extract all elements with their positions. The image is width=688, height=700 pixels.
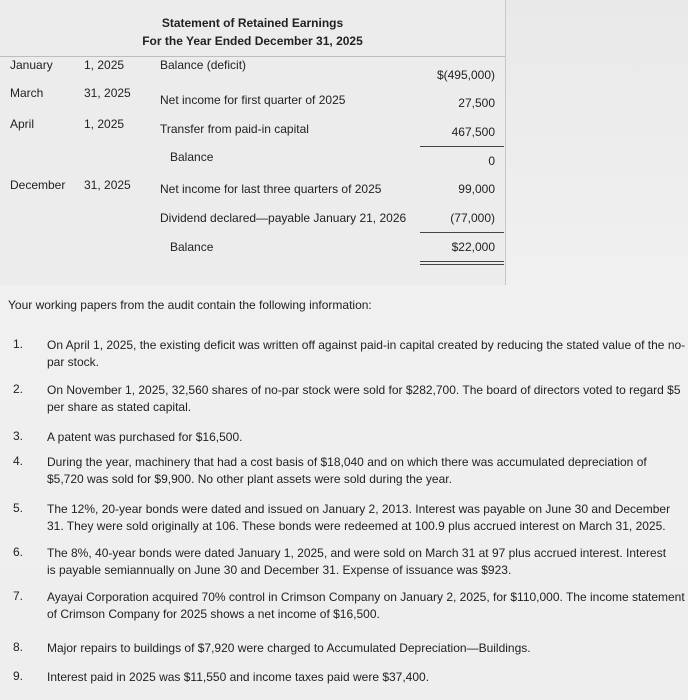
row-description: Net income for first quarter of 2025 [160, 93, 346, 107]
subtotal-rule [420, 232, 504, 233]
row-month: April [10, 117, 35, 131]
total-double-rule [420, 261, 504, 265]
item-text: On April 1, 2025, the existing deficit was written off against paid-in capital created by reducing the stated value of the no-par stock. [47, 338, 686, 369]
row-description: Net income for last three quarters of 2025 [160, 182, 382, 196]
item-number: 2. [13, 382, 24, 396]
row-month: January [10, 58, 53, 72]
row-amount: 99,000 [458, 182, 495, 196]
item-number: 3. [13, 429, 24, 443]
item-number: 9. [13, 669, 24, 683]
item-text: Ayayai Corporation acquired 70% control in Crimson Company on January 2, 2025, for $110,000. The income statement of Crimson Company for 2025 shows a net income of $16,500. [47, 590, 685, 621]
statement-row [0, 211, 505, 231]
item-number: 7. [13, 589, 24, 603]
statement-amount-row [0, 68, 505, 88]
statement-title: Statement of Retained Earnings [161, 16, 344, 30]
item-number: 8. [13, 640, 24, 654]
statement-row [0, 240, 505, 260]
item-text: During the year, machinery that had a cost basis of $18,040 and on which there was accumulated depreciation of $5,720 was sold for $9,900. No other plant assets were sold during the year. [47, 455, 647, 486]
row-description: Transfer from paid-in capital [160, 122, 309, 136]
row-description: Balance (deficit) [160, 58, 247, 72]
statement-subtitle: For the Year Ended December 31, 2025 [142, 34, 363, 48]
statement-amount-row [0, 96, 505, 116]
row-month: December [10, 178, 66, 192]
item-text: The 12%, 20-year bonds were dated and issued on January 2, 2013. Interest was payable on June 30 and December 31. They were sold originally at 106. These bonds were redeemed at 100.9 plus accrued interest on March 31, 2025. [47, 502, 671, 533]
item-number: 1. [13, 337, 24, 351]
item-text: A patent was purchased for $16,500. [47, 430, 243, 444]
row-month: March [10, 86, 44, 100]
row-amount: 27,500 [458, 96, 495, 110]
row-amount: (77,000) [450, 211, 495, 225]
item-text: Major repairs to buildings of $7,920 were charged to Accumulated Depreciation—Buildings. [47, 641, 531, 655]
row-date: 31, 2025 [84, 86, 131, 100]
item-text: Interest paid in 2025 was $11,550 and income taxes paid were $37,400. [47, 670, 430, 684]
working-papers-intro: Your working papers from the audit contain the following information: [8, 298, 372, 312]
item-number: 5. [13, 501, 24, 515]
item-text: The 8%, 40-year bonds were dated January 1, 2025, and were sold on March 31 at 97 plus accrued interest. Interest is payable semiannually on June 30 and December 31. Expense of issuance was $923. [47, 546, 667, 577]
row-description: Balance [170, 150, 214, 164]
retained-earnings-statement [0, 0, 506, 285]
row-amount: 0 [488, 154, 495, 168]
statement-amount-row [0, 125, 505, 145]
statement-row [0, 182, 505, 202]
row-date: 1, 2025 [84, 117, 125, 131]
item-number: 6. [13, 545, 24, 559]
row-amount: $22,000 [451, 240, 495, 254]
item-number: 4. [13, 454, 24, 468]
row-date: 1, 2025 [84, 58, 125, 72]
item-text: On November 1, 2025, 32,560 shares of no-par stock were sold for $282,700. The board of directors voted to regard $5 per share as stated capital. [47, 383, 681, 414]
statement-header [0, 0, 505, 57]
row-amount: 467,500 [451, 125, 495, 139]
subtotal-rule [420, 146, 504, 147]
row-date: 31, 2025 [84, 178, 131, 192]
row-amount: $(495,000) [436, 68, 495, 82]
row-description: Balance [170, 240, 214, 254]
row-description: Dividend declared—payable January 21, 2026 [160, 211, 407, 225]
statement-amount-row [0, 154, 505, 174]
